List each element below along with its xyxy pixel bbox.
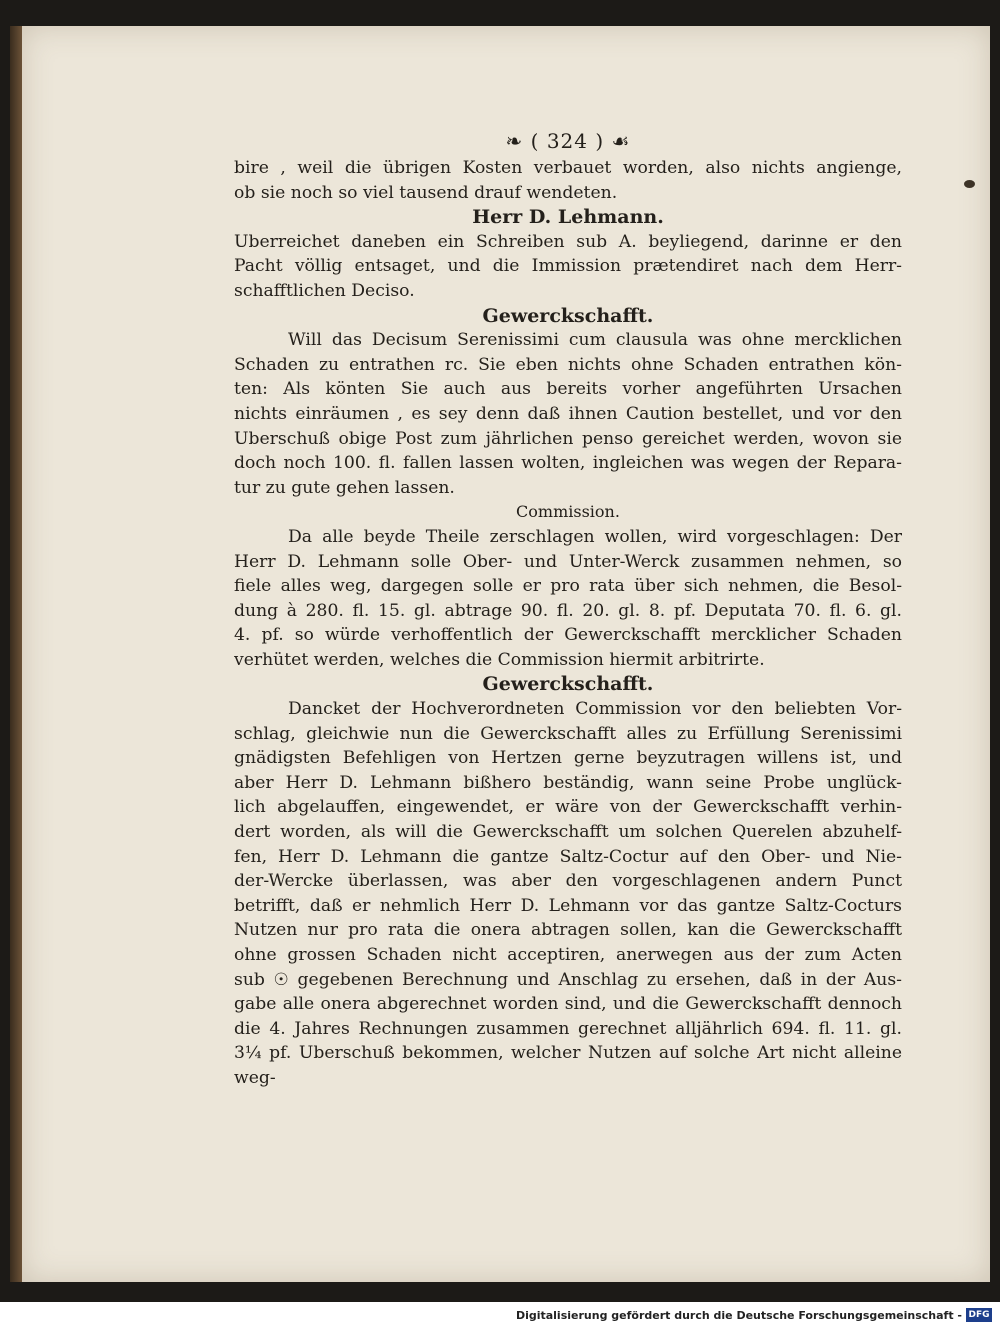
paragraph-last-line: ob sie noch so viel tausend drauf wendeten. (234, 182, 618, 203)
body-lines (234, 156, 902, 1091)
text-line: Uberreichet daneben ein Schreiben sub A. beyliegend, darinne er den (234, 231, 902, 252)
section-heading: Herr D. Lehmann. (472, 206, 664, 229)
text-line: Pacht völlig entsaget, und die Immission prætendiret nach dem Herr- (234, 256, 902, 277)
text-line: ohne grossen Schaden nicht acceptiren, anerwegen aus der zum Acten (234, 945, 902, 965)
section-heading: Commission. (516, 502, 620, 522)
page-text (234, 126, 902, 1091)
text-line: schlag, gleichwie nun die Gewerckschafft alles zu Erfüllung Serenissimi (234, 723, 902, 744)
text-line: sub ☉ gegebenen Berechnung und Anschlag zu ersehen, daß in der Aus- (234, 969, 902, 990)
text-line: bire , weil die übrigen Kosten verbauet worden, also nichts angienge, (234, 158, 902, 178)
text-line: Uberschuß obige Post zum jährlichen penso gereichet werden, wovon sie (234, 428, 902, 449)
book-spine (10, 26, 22, 1282)
text-line: dert worden, als will die Gewerckschafft um solchen Querelen abzuhelf- (234, 822, 902, 843)
page-number-ornament-left: ❧ (505, 129, 531, 153)
text-line: der-Wercke überlassen, was aber den vorgeschlagenen andern Punct (234, 871, 902, 892)
text-line: dung à 280. fl. 15. gl. abtrage 90. fl. 20. gl. 8. pf. Deputata 70. fl. 6. gl. (234, 600, 902, 621)
text-line: 4. pf. so würde verhoffentlich der Gewerckschafft mercklicher Schaden (234, 625, 902, 646)
text-line: Nutzen nur pro rata die onera abtragen sollen, kan die Gewerckschafft (234, 920, 902, 941)
paragraph-last-line: verhütet werden, welches die Commission hiermit arbitrirte. (234, 649, 765, 670)
text-line: fen, Herr D. Lehmann die gantze Saltz-Coctur auf den Ober- und Nie- (234, 846, 902, 867)
section-heading: Gewerckschafft. (482, 304, 654, 327)
paragraph-first-line: Will das Decisum Serenissimi cum clausula was ohne mercklichen (288, 330, 902, 351)
text-line: betrifft, daß er nehmlich Herr D. Lehmann vor das gantze Saltz-Cocturs (234, 895, 902, 916)
text-line: doch noch 100. fl. fallen lassen wolten, ingleichen was wegen der Repara- (234, 453, 902, 474)
text-line: lich abgelauffen, eingewendet, er wäre von der Gewerckschafft verhin- (234, 797, 902, 818)
text-line: Schaden zu entrathen rc. Sie eben nichts ohne Schaden entrathen kön- (234, 354, 902, 375)
dfg-logo: DFG (966, 1308, 992, 1322)
text-line: nichts einräumen , es sey denn daß ihnen Caution bestellet, und vor den (234, 403, 902, 424)
catchword: weg- (234, 1067, 276, 1088)
section-heading: Gewerckschafft. (482, 673, 654, 696)
text-line: ten: Als könten Sie auch aus bereits vorher angeführten Ursachen (234, 379, 902, 400)
text-line: gnädigsten Befehligen von Hertzen gerne beyzutragen willens ist, und (234, 748, 902, 769)
page-number-value: ( 324 ) (530, 129, 605, 153)
text-line: die 4. Jahres Rechnungen zusammen gerechnet alljährlich 694. fl. 11. gl. (234, 1018, 902, 1039)
footer-credit: Digitalisierung gefördert durch die Deutsche Forschungsgemeinschaft - (515, 1309, 962, 1322)
paragraph-first-line: Dancket der Hochverordneten Commission vor den beliebten Vor- (288, 699, 902, 720)
text-line: 3¼ pf. Uberschuß bekommen, welcher Nutzen auf solche Art nicht alleine (234, 1043, 902, 1064)
text-line: aber Herr D. Lehmann bißhero beständig, wann seine Probe unglück- (234, 772, 902, 793)
page-number (234, 126, 902, 156)
ink-spot (964, 180, 975, 188)
paragraph-first-line: Da alle beyde Theile zerschlagen wollen, wird vorgeschlagen: Der (288, 526, 902, 547)
text-line: fiele alles weg, dargegen solle er pro rata über sich nehmen, die Besol- (234, 576, 902, 597)
page-number-ornament-right: ☙ (604, 129, 631, 153)
paragraph-last-line: schafftlichen Deciso. (234, 280, 415, 301)
paragraph-last-line: tur zu gute gehen lassen. (234, 477, 455, 498)
text-line: gabe alle onera abgerechnet worden sind, und die Gewerckschafft dennoch (234, 994, 902, 1015)
text-line: Herr D. Lehmann solle Ober- und Unter-Werck zusammen nehmen, so (234, 551, 902, 572)
